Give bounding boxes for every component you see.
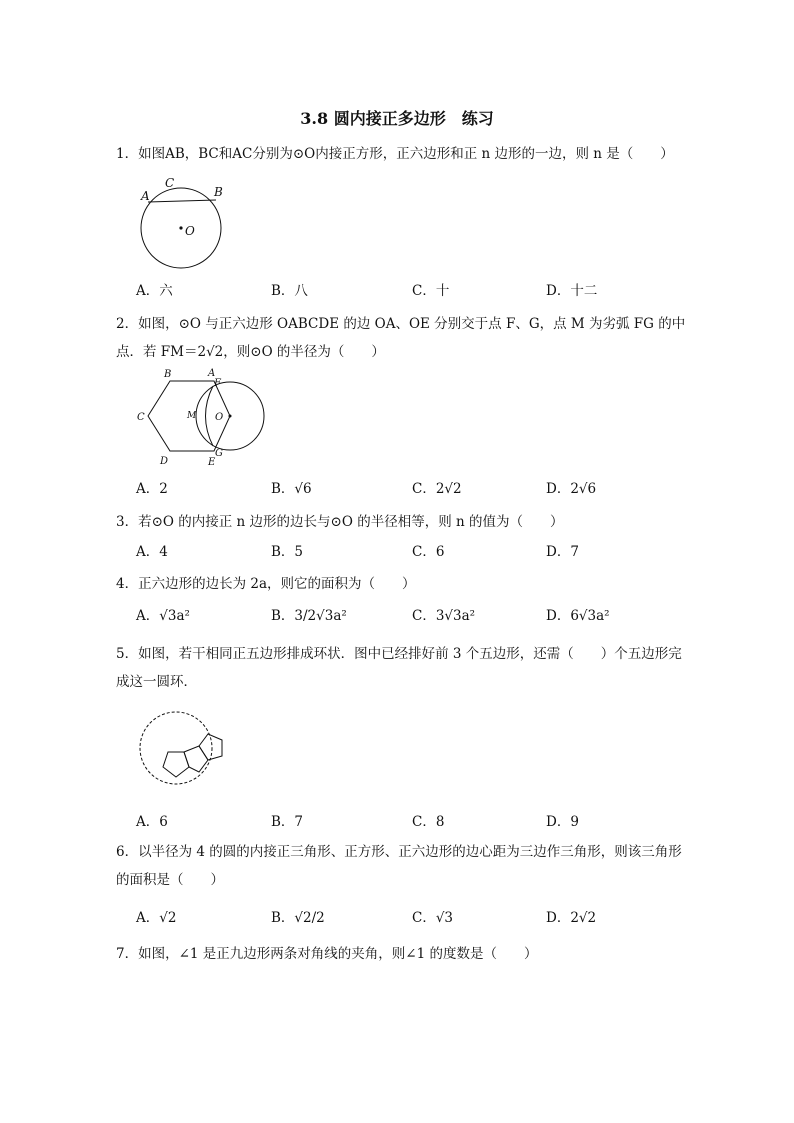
figure-q2 (134, 364, 270, 472)
arc-fg (206, 386, 214, 446)
ring-circle (140, 712, 212, 784)
option-b[interactable]: B．√2/2 (271, 910, 325, 926)
center-dot (179, 226, 182, 229)
label-e: E (208, 457, 216, 468)
label-b: B (164, 369, 172, 380)
label-o: O (185, 224, 195, 238)
chord-ab (148, 200, 216, 202)
option-a[interactable]: A．2 (136, 481, 168, 497)
option-d[interactable]: D．7 (546, 544, 579, 560)
option-a[interactable]: A．六 (136, 283, 173, 299)
options-q6 (136, 906, 696, 928)
label-o: O (215, 412, 224, 423)
label-a: A (141, 189, 150, 203)
option-d[interactable]: D．6√3a² (546, 608, 610, 624)
label-m: M (187, 411, 197, 421)
figure-q1 (136, 172, 256, 292)
option-d[interactable]: D．2√6 (546, 481, 597, 497)
question-7: 7．如图，∠1 是正九边形两条对角线的夹角，则∠1 的度数是（ ） (116, 946, 538, 962)
label-b: B (214, 185, 223, 199)
option-a[interactable]: A．√2 (136, 910, 177, 926)
option-d[interactable]: D．十二 (546, 283, 598, 299)
option-a[interactable]: A．4 (136, 544, 168, 560)
option-c[interactable]: C．6 (412, 544, 445, 560)
center-dot (229, 415, 232, 418)
option-c[interactable]: C．√3 (412, 910, 454, 926)
option-c[interactable]: C．2√2 (412, 481, 462, 497)
label-d: D (160, 456, 169, 467)
option-b[interactable]: B．八 (271, 283, 308, 299)
option-b[interactable]: B．√6 (271, 481, 312, 497)
option-d[interactable]: D．9 (546, 814, 579, 830)
option-b[interactable]: B．7 (271, 814, 304, 830)
option-b[interactable]: B．3/2√3a² (271, 608, 347, 624)
label-a: A (208, 368, 216, 379)
label-g: G (215, 448, 223, 459)
option-c[interactable]: C．3√3a² (412, 608, 476, 624)
label-f: F (214, 378, 221, 389)
question-1: 1．如图AB，BC和AC分别为⊙O内接正方形，正六边形和正 n 边形的一边，则 n 是（ ） (116, 146, 674, 162)
options-q5 (136, 810, 696, 832)
options-q1 (136, 279, 696, 301)
question-5: 5．如图，若干相同正五边形排成环状．图中已经排好前 3 个五边形，还需（ ）个五边形完成这一圆环． (116, 646, 682, 690)
option-c[interactable]: C．十 (412, 283, 450, 299)
option-d[interactable]: D．2√2 (546, 910, 597, 926)
options-q3 (136, 540, 696, 562)
figure-q5 (136, 704, 236, 804)
label-c: C (165, 176, 175, 190)
option-a[interactable]: A．√3a² (136, 608, 190, 624)
option-a[interactable]: A．6 (136, 814, 168, 830)
options-q4 (136, 604, 696, 626)
question-2: 2．如图，⊙O 与正六边形 OABCDE 的边 OA、OE 分别交于点 F、G，点 M 为劣弧 FG 的中点．若 FM＝2√2，则⊙O 的半径为（ ） (116, 316, 686, 360)
page-title: 3.8 圆内接正多边形 练习 (300, 109, 494, 128)
label-c: C (137, 412, 145, 423)
option-b[interactable]: B．5 (271, 544, 304, 560)
question-6: 6．以半径为 4 的圆的内接正三角形、正方形、正六边形的边心距为三边作三角形，则该三角形的面积是（ ） (116, 844, 682, 888)
question-3: 3．若⊙O 的内接正 n 边形的边长与⊙O 的半径相等，则 n 的值为（ ） (116, 514, 564, 530)
question-4: 4．正六边形的边长为 2a，则它的面积为（ ） (116, 576, 416, 592)
option-c[interactable]: C．8 (412, 814, 445, 830)
options-q2 (136, 477, 696, 499)
